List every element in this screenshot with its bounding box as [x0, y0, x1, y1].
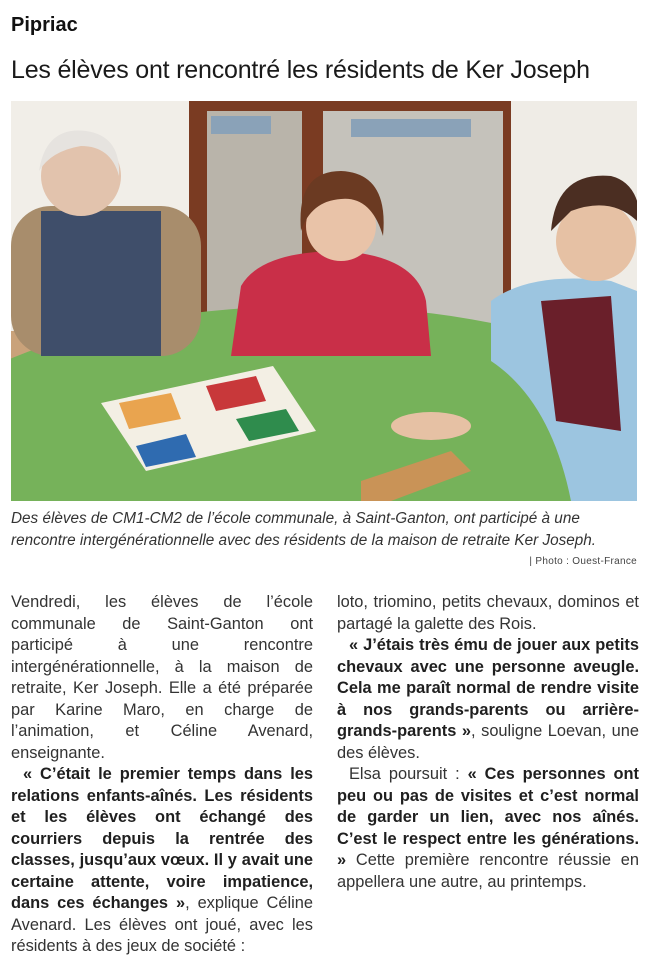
conclusion: Cette première rencontre réussie en appellera une autre, au printemps.: [337, 851, 639, 891]
paragraph-quote-loevan: [337, 635, 639, 764]
article-column-right: [337, 592, 639, 893]
quote-teacher: « C’était le premier temps dans les relations enfants-aînés. Les résidents et les élèves ont échangé des courriers depuis la rentrée des classes, jusqu’aux vœux. Il y avait une certaine attente, voire impatience, dans ces échanges »: [11, 765, 313, 912]
paragraph-quote-elsa: [337, 764, 639, 893]
quote-loevan: « J’étais très ému de jouer aux petits chevaux avec une personne aveugle. Cela me paraît normal de rendre visite à nos grands-parents ou arrière-grands-parents »: [337, 636, 639, 740]
paragraph-games: loto, triomino, petits chevaux, dominos et partagé la galette des Rois.: [337, 593, 639, 633]
quote-elsa-lead: Elsa poursuit :: [349, 765, 468, 783]
photo-caption: Des élèves de CM1-CM2 de l’école communale, à Saint-Ganton, ont participé à une rencontre intergénérationnelle avec des résidents de la maison de retraite Ker Joseph.: [11, 510, 597, 549]
paragraph-quote-teacher: [11, 764, 313, 958]
article-headline: Les élèves ont rencontré les résidents de Ker Joseph: [11, 56, 590, 84]
quote-teacher-attribution: , explique Céline Avenard. Les élèves ont joué, avec les résidents à des jeux de société :: [11, 894, 314, 955]
photo-credit: | Photo : Ouest-France: [529, 556, 637, 567]
paragraph-intro: Vendredi, les élèves de l’école communale de Saint-Ganton ont participé à une rencontre intergénérationnelle, à la maison de retraite, Ker Joseph. Elle a été préparée par Karine Maro, en charge de l’animation, et Céline Avenard, enseignante.: [11, 593, 313, 762]
location-kicker: Pipriac: [11, 14, 78, 36]
quote-elsa: « Ces personnes ont peu ou pas de visites et c’est normal de garder un lien, avec nos aînés. C’est le respect entre les générations. »: [337, 765, 639, 869]
article-column-left: [11, 592, 313, 958]
quote-loevan-attribution: , souligne Loevan, une des élèves.: [337, 722, 639, 762]
photo-illustration: [11, 101, 637, 501]
article-photo: [11, 101, 637, 501]
